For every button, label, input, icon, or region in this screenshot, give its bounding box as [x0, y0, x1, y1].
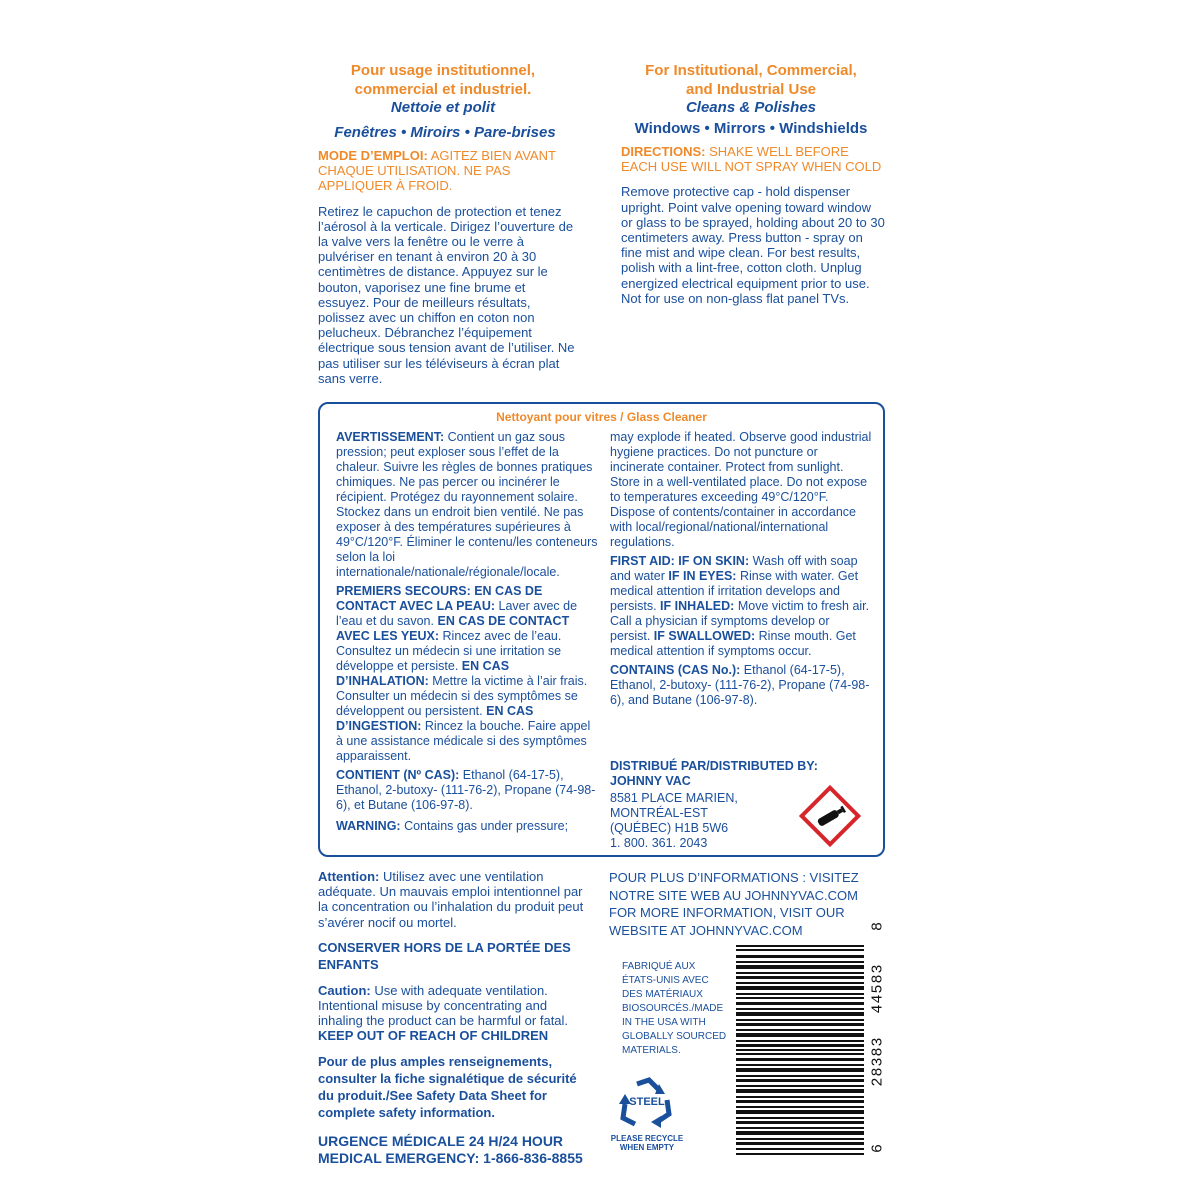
- french-use-line1: Pour usage institutionnel,: [350, 62, 536, 79]
- panel-french-column: [336, 430, 598, 834]
- recycle-badge: [609, 1074, 685, 1154]
- english-use-line2: and Industrial Use: [685, 81, 817, 98]
- fr-firstaid-skin: Laver avec de l’eau et du savon.: [336, 599, 578, 628]
- fr-eyes-label: EN CAS DE CONTACT AVEC LES YEUX:: [336, 614, 570, 643]
- en-contains-label: CONTAINS (CAS No.):: [610, 663, 741, 677]
- english-tagline: Cleans & Polishes: [685, 99, 817, 116]
- en-eyes-label: IF IN EYES:: [668, 569, 737, 583]
- distributor-label: DISTRIBUÉ PAR/DISTRIBUTED BY:: [610, 759, 818, 773]
- french-use-heading: [318, 61, 568, 99]
- attention-label: Attention:: [318, 869, 380, 884]
- fr-firstaid-label: PREMIERS SECOURS: EN CAS DE CONTACT AVEC LA PEAU:: [336, 584, 543, 613]
- caution-label: Caution:: [318, 982, 371, 998]
- recycle-steel-label: STEEL: [629, 1096, 665, 1108]
- english-directions-label: DIRECTIONS:: [621, 144, 706, 159]
- caution-text: Use with adequate ventilation. Intentional misuse by concentrating and inhaling the product can be harmful or fatal.: [318, 982, 569, 1029]
- barcode-digit-system: 6: [869, 1144, 887, 1154]
- en-warning-cont: may explode if heated. Observe good industrial hygiene practices. Do not puncture or incinerate container. Protect from sunlight. Store in a well-ventilated place. Do not expose to temperatures exceeding 49°C/120°F. Dispose of contents/container in accordance with local/regional/national/international regulations.: [610, 430, 872, 549]
- french-directions-warn: AGITEZ BIEN AVANT CHAQUE UTILISATION. NE PAS APPLIQUER À FROID.: [318, 148, 556, 194]
- bottom-left-column: [318, 869, 586, 1167]
- english-surfaces: Windows • Mirrors • Windshields: [634, 120, 868, 137]
- fr-inhal-text: Mettre la victime à l’air frais. Consulter un médecin si des symptômes se développent ou persistent.: [336, 674, 588, 718]
- distributor-address-3: (QUÉBEC) H1B 5W6: [610, 821, 729, 835]
- distributor-address-2: MONTRÉAL-EST: [610, 806, 708, 820]
- distributor-block: [610, 759, 830, 851]
- panel-title: Nettoyant pour vitres / Glass Cleaner: [496, 410, 707, 424]
- fr-ingest-text: Rincez la bouche. Faire appel à une assistance médicale si des symptômes apparaissent.: [336, 719, 591, 763]
- en-inhal-text: Move victim to fresh air. Call a physician if symptoms develop or persist.: [610, 599, 870, 643]
- en-firstaid-skin: Wash off with soap and water: [610, 554, 858, 583]
- precaution-panel: [318, 402, 885, 857]
- en-eyes-text: Rinse with water. Get medical attention if irritation develops and persists.: [610, 569, 859, 613]
- french-use-line2: commercial et industriel.: [354, 81, 532, 98]
- fr-ingest-label: EN CAS D’INGESTION:: [336, 704, 534, 733]
- emergency-line-2: MEDICAL EMERGENCY: 1-866-836-8855: [318, 1149, 583, 1166]
- emergency-line-1: URGENCE MÉDICALE 24 H/24 HOUR: [318, 1132, 564, 1149]
- french-tagline: Nettoie et polit: [390, 99, 496, 116]
- en-warning-start: Contains gas under pressure;: [404, 819, 569, 833]
- panel-english-column: [610, 430, 872, 708]
- en-firstaid-label: FIRST AID: IF ON SKIN:: [610, 554, 750, 568]
- gas-cylinder-hazard-icon: [798, 784, 862, 848]
- french-directions-body: Retirez le capuchon de protection et tenez l’aérosol à la verticale. Dirigez l’ouverture de la valve vers la fenêtre ou le verre à pulvériser en tenant à environ 20 à 30 centimètres de distance. Appuyez sur le bouton, vaporisez une fine brume et essuyez. Pour de meilleurs résultats, polissez avec un chiffon en coton non pelucheux. Débranchez l’équipement électrique sous tension avant de l’utiliser. Ne pas utiliser sur les téléviseurs à écran plat sans verre.: [318, 203, 575, 386]
- attention-text: Utilisez avec une ventilation adéquate. Un mauvais emploi intentionnel par la concentration ou l’inhalation du produit peut s’avérer nocif ou mortel.: [318, 869, 584, 930]
- barcode-digits: [868, 918, 888, 1158]
- english-directions-body: Remove protective cap - hold dispenser upright. Point valve opening toward window or glass to be sprayed, holding about 20 to 30 centimeters away. Press button - spray on fine mist and wipe clean. For best results, polish with a lint-free, cotton cloth. Unplug energized electrical equipment prior to use. Not for use on non-glass flat panel TVs.: [621, 184, 885, 306]
- keep-away-en: KEEP OUT OF REACH OF CHILDREN: [318, 1028, 549, 1044]
- french-directions-label: MODE D’EMPLOI:: [318, 148, 428, 163]
- keep-away-fr: CONSERVER HORS DE LA PORTÉE DES ENFANTS: [318, 939, 571, 972]
- recycle-line-1: PLEASE RECYCLE: [610, 1134, 684, 1143]
- barcode: [736, 945, 864, 1157]
- website-info: POUR PLUS D’INFORMATIONS : VISITEZ NOTRE SITE WEB AU JOHNNYVAC.COM FOR MORE INFORMATION, VISIT OUR WEBSITE AT JOHNNYVAC.COM: [609, 870, 859, 938]
- barcode-digit-check: 8: [869, 922, 887, 932]
- english-use-heading: [622, 61, 880, 99]
- en-contains-text: Ethanol (64-17-5), Ethanol, 2-butoxy- (111-76-2), Propane (74-98-6), and Butane (106-97-8).: [610, 663, 870, 707]
- sds-note: Pour de plus amples renseignements, consulter la fiche signalétique de sécurité du produit./See Safety Data Sheet for complete safety information.: [318, 1053, 577, 1120]
- fr-contains-text: Ethanol (64-17-5), Ethanol, 2-butoxy- (111-76-2), Propane (74-98-6), et Butane (106-97-8).: [336, 768, 596, 812]
- made-in-note: FABRIQUÉ AUX ÉTATS-UNIS AVEC DES MATÉRIAUX BIOSOURCÉS./MADE IN THE USA WITH GLOBALLY SOURCED MATERIALS.: [622, 961, 727, 1056]
- fr-contains-label: CONTIENT (Nº CAS):: [336, 768, 460, 782]
- english-directions-warn: SHAKE WELL BEFORE EACH USE WILL NOT SPRAY WHEN COLD: [621, 144, 882, 175]
- en-warning-label: WARNING:: [336, 819, 401, 833]
- english-directions: [621, 144, 885, 306]
- en-inhal-label: IF INHALED:: [660, 599, 735, 613]
- en-swallow-text: Rinse mouth. Get medical attention if symptoms occur.: [610, 629, 856, 658]
- recycle-line-2: WHEN EMPTY: [619, 1143, 675, 1152]
- fr-warning-text: Contient un gaz sous pression; peut exploser sous l’effet de la chaleur. Suivre les règles de bonnes pratiques chimiques. Ne pas percer ou incinérer le récipient. Protégez du rayonnement solaire. Stockez dans un endroit bien ventilé. Ne pas exposer à des températures supérieures à 49°C/120°F. Éliminer le contenu/les conteneurs selon la loi internationale/nationale/régionale/locale.: [336, 430, 598, 579]
- distributor-phone: 1. 800. 361. 2043: [610, 836, 708, 850]
- fr-warning-label: AVERTISSEMENT:: [336, 430, 445, 444]
- distributor-name: JOHNNY VAC: [610, 774, 691, 788]
- french-directions: [318, 148, 580, 386]
- french-surfaces: Fenêtres • Miroirs • Pare-brises: [334, 124, 556, 141]
- english-use-line1: For Institutional, Commercial,: [645, 62, 857, 79]
- fr-inhal-label: EN CAS D’INHALATION:: [336, 659, 510, 688]
- barcode-digit-group1: 28383: [869, 1036, 887, 1087]
- fr-eyes-text: Rincez avec de l’eau. Consultez un médecin si une irritation se développe et persiste.: [336, 629, 562, 673]
- en-swallow-label: IF SWALLOWED:: [653, 629, 756, 643]
- barcode-digit-group2: 44583: [869, 963, 887, 1014]
- distributor-address-1: 8581 PLACE MARIEN,: [610, 791, 738, 805]
